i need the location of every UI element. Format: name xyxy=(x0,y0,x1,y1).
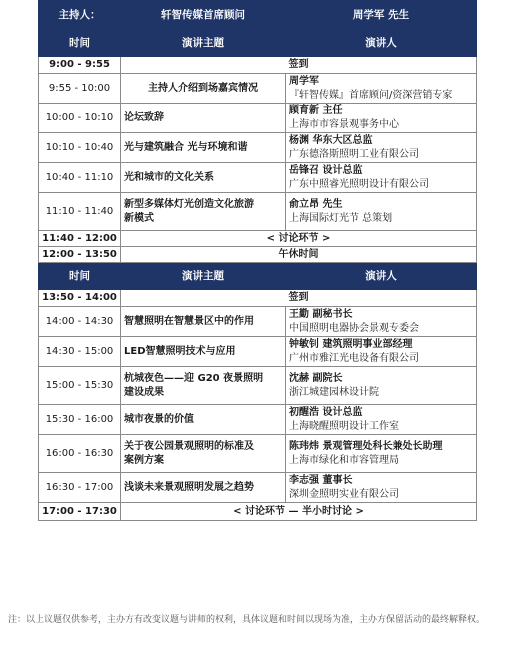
agenda-row xyxy=(39,231,477,247)
row-speaker xyxy=(286,163,477,193)
host-label: 主持人： xyxy=(39,1,121,30)
column-header-row-2 xyxy=(39,263,477,290)
topic-line: 新模式 xyxy=(124,212,154,224)
row-speaker xyxy=(286,337,477,367)
row-topic xyxy=(121,193,286,231)
row-speaker xyxy=(286,74,477,104)
speaker-name: 岳锋召 设计总监 xyxy=(289,164,363,176)
row-merged-cell: 签到 xyxy=(121,57,477,74)
row-speaker xyxy=(286,133,477,163)
agenda-row xyxy=(39,247,477,263)
speaker-org: 上海晓醒照明设计工作室 xyxy=(289,420,399,432)
row-time: 15:30 - 16:00 xyxy=(39,405,121,435)
row-time: 14:30 - 15:00 xyxy=(39,337,121,367)
speaker-org: 『轩智传媒』首席顾问/资深营销专家 xyxy=(289,89,453,101)
row-time: 10:10 - 10:40 xyxy=(39,133,121,163)
row-time: 12:00 - 13:50 xyxy=(39,247,121,263)
speaker-org: 广东德洛斯照明工业有限公司 xyxy=(289,148,419,160)
row-merged-cell: < 讨论环节 > xyxy=(121,231,477,247)
row-speaker xyxy=(286,307,477,337)
speaker-name: 钟敏钊 建筑照明事业部经理 xyxy=(289,338,413,350)
row-speaker xyxy=(286,193,477,231)
row-time: 13:50 - 14:00 xyxy=(39,290,121,307)
speaker-name: 顾育新 主任 xyxy=(289,105,343,116)
row-time: 11:40 - 12:00 xyxy=(39,231,121,247)
row-topic: 浅谈未来景观照明发展之趋势 xyxy=(121,473,286,503)
row-time: 17:00 - 17:30 xyxy=(39,503,121,521)
agenda-row xyxy=(39,503,477,521)
topic-line: 建设成果 xyxy=(124,386,164,398)
col-topic-header: 演讲主题 xyxy=(121,30,286,57)
agenda-row xyxy=(39,74,477,104)
row-merged-cell: < 讨论环节 — 半小时讨论 > xyxy=(121,503,477,521)
row-time: 16:00 - 16:30 xyxy=(39,435,121,473)
speaker-name: 沈赫 副院长 xyxy=(289,372,343,384)
agenda-row xyxy=(39,473,477,503)
host-org: 轩智传媒首席顾问 xyxy=(121,1,286,30)
speaker-org: 广东中照睿光照明设计有限公司 xyxy=(289,178,429,190)
speaker-org: 上海国际灯光节 总策划 xyxy=(289,212,393,224)
col-speaker-header: 演讲人 xyxy=(286,30,477,57)
row-time: 10:40 - 11:10 xyxy=(39,163,121,193)
col-time-header-2: 时间 xyxy=(39,263,121,290)
speaker-org: 中国照明电器协会景观专委会 xyxy=(289,322,419,334)
row-time: 9:00 - 9:55 xyxy=(39,57,121,74)
host-row xyxy=(39,1,477,30)
speaker-name: 王勤 副秘书长 xyxy=(289,308,353,320)
col-time-header: 时间 xyxy=(39,30,121,57)
topic-line: 杭城夜色——迎 G20 夜景照明 xyxy=(124,372,264,384)
agenda-row xyxy=(39,104,477,133)
agenda-row xyxy=(39,133,477,163)
row-speaker xyxy=(286,367,477,405)
speaker-name: 杨渊 华东大区总监 xyxy=(289,134,373,146)
agenda-row xyxy=(39,337,477,367)
row-speaker xyxy=(286,104,477,133)
row-speaker xyxy=(286,405,477,435)
agenda-row xyxy=(39,193,477,231)
speaker-name: 李志强 董事长 xyxy=(289,474,353,486)
session-1-body xyxy=(39,57,477,263)
agenda-row xyxy=(39,307,477,337)
row-time: 10:00 - 10:10 xyxy=(39,104,121,133)
row-topic xyxy=(121,435,286,473)
row-topic: LED智慧照明技术与应用 xyxy=(121,337,286,367)
agenda-row xyxy=(39,435,477,473)
speaker-name: 周学军 xyxy=(289,75,319,87)
speaker-org: 上海市绿化和市容管理局 xyxy=(289,454,399,466)
agenda-row xyxy=(39,367,477,405)
speaker-name: 俞立昂 先生 xyxy=(289,198,343,210)
row-topic: 光与建筑融合 光与环境和谐 xyxy=(121,133,286,163)
speaker-org: 深圳金照明实业有限公司 xyxy=(289,488,399,500)
topic-line: 新型多媒体灯光创造文化旅游 xyxy=(124,198,254,210)
speaker-org: 上海市市容景观事务中心 xyxy=(289,119,399,130)
row-time: 9:55 - 10:00 xyxy=(39,74,121,104)
speaker-name: 初醒浩 设计总监 xyxy=(289,406,363,418)
row-topic: 智慧照明在智慧景区中的作用 xyxy=(121,307,286,337)
row-topic: 论坛致辞 xyxy=(121,104,286,133)
agenda-table xyxy=(38,0,477,521)
row-speaker xyxy=(286,435,477,473)
agenda-row xyxy=(39,405,477,435)
session-2-body xyxy=(39,290,477,521)
topic-line: 关于夜公园景观照明的标准及 xyxy=(124,440,254,452)
row-merged-cell: 签到 xyxy=(121,290,477,307)
row-time: 14:00 - 14:30 xyxy=(39,307,121,337)
row-topic: 光和城市的文化关系 xyxy=(121,163,286,193)
agenda-row xyxy=(39,57,477,74)
col-speaker-header-2: 演讲人 xyxy=(286,263,477,290)
speaker-org: 浙江城建园林设计院 xyxy=(289,386,379,398)
agenda-container xyxy=(38,0,476,521)
row-time: 16:30 - 17:00 xyxy=(39,473,121,503)
row-speaker xyxy=(286,473,477,503)
row-time: 11:10 - 11:40 xyxy=(39,193,121,231)
row-merged-cell: 午休时间 xyxy=(121,247,477,263)
row-topic: 城市夜景的价值 xyxy=(121,405,286,435)
row-time: 15:00 - 15:30 xyxy=(39,367,121,405)
speaker-org: 广州市雅江光电设备有限公司 xyxy=(289,352,419,364)
row-topic xyxy=(121,367,286,405)
column-header-row xyxy=(39,30,477,57)
speaker-name: 陈玮炜 景观管理处科长兼处长助理 xyxy=(289,440,443,452)
row-topic: 主持人介绍到场嘉宾情况 xyxy=(121,74,286,104)
col-topic-header-2: 演讲主题 xyxy=(121,263,286,290)
footnote: 注：以上议题仅供参考，主办方有改变议题与讲师的权利，具体议题和时间以现场为准，主办方保留活动的最终解释权。 xyxy=(8,615,486,625)
topic-line: 案例方案 xyxy=(124,454,164,466)
agenda-row xyxy=(39,290,477,307)
host-name: 周学军 先生 xyxy=(286,1,477,30)
agenda-row xyxy=(39,163,477,193)
